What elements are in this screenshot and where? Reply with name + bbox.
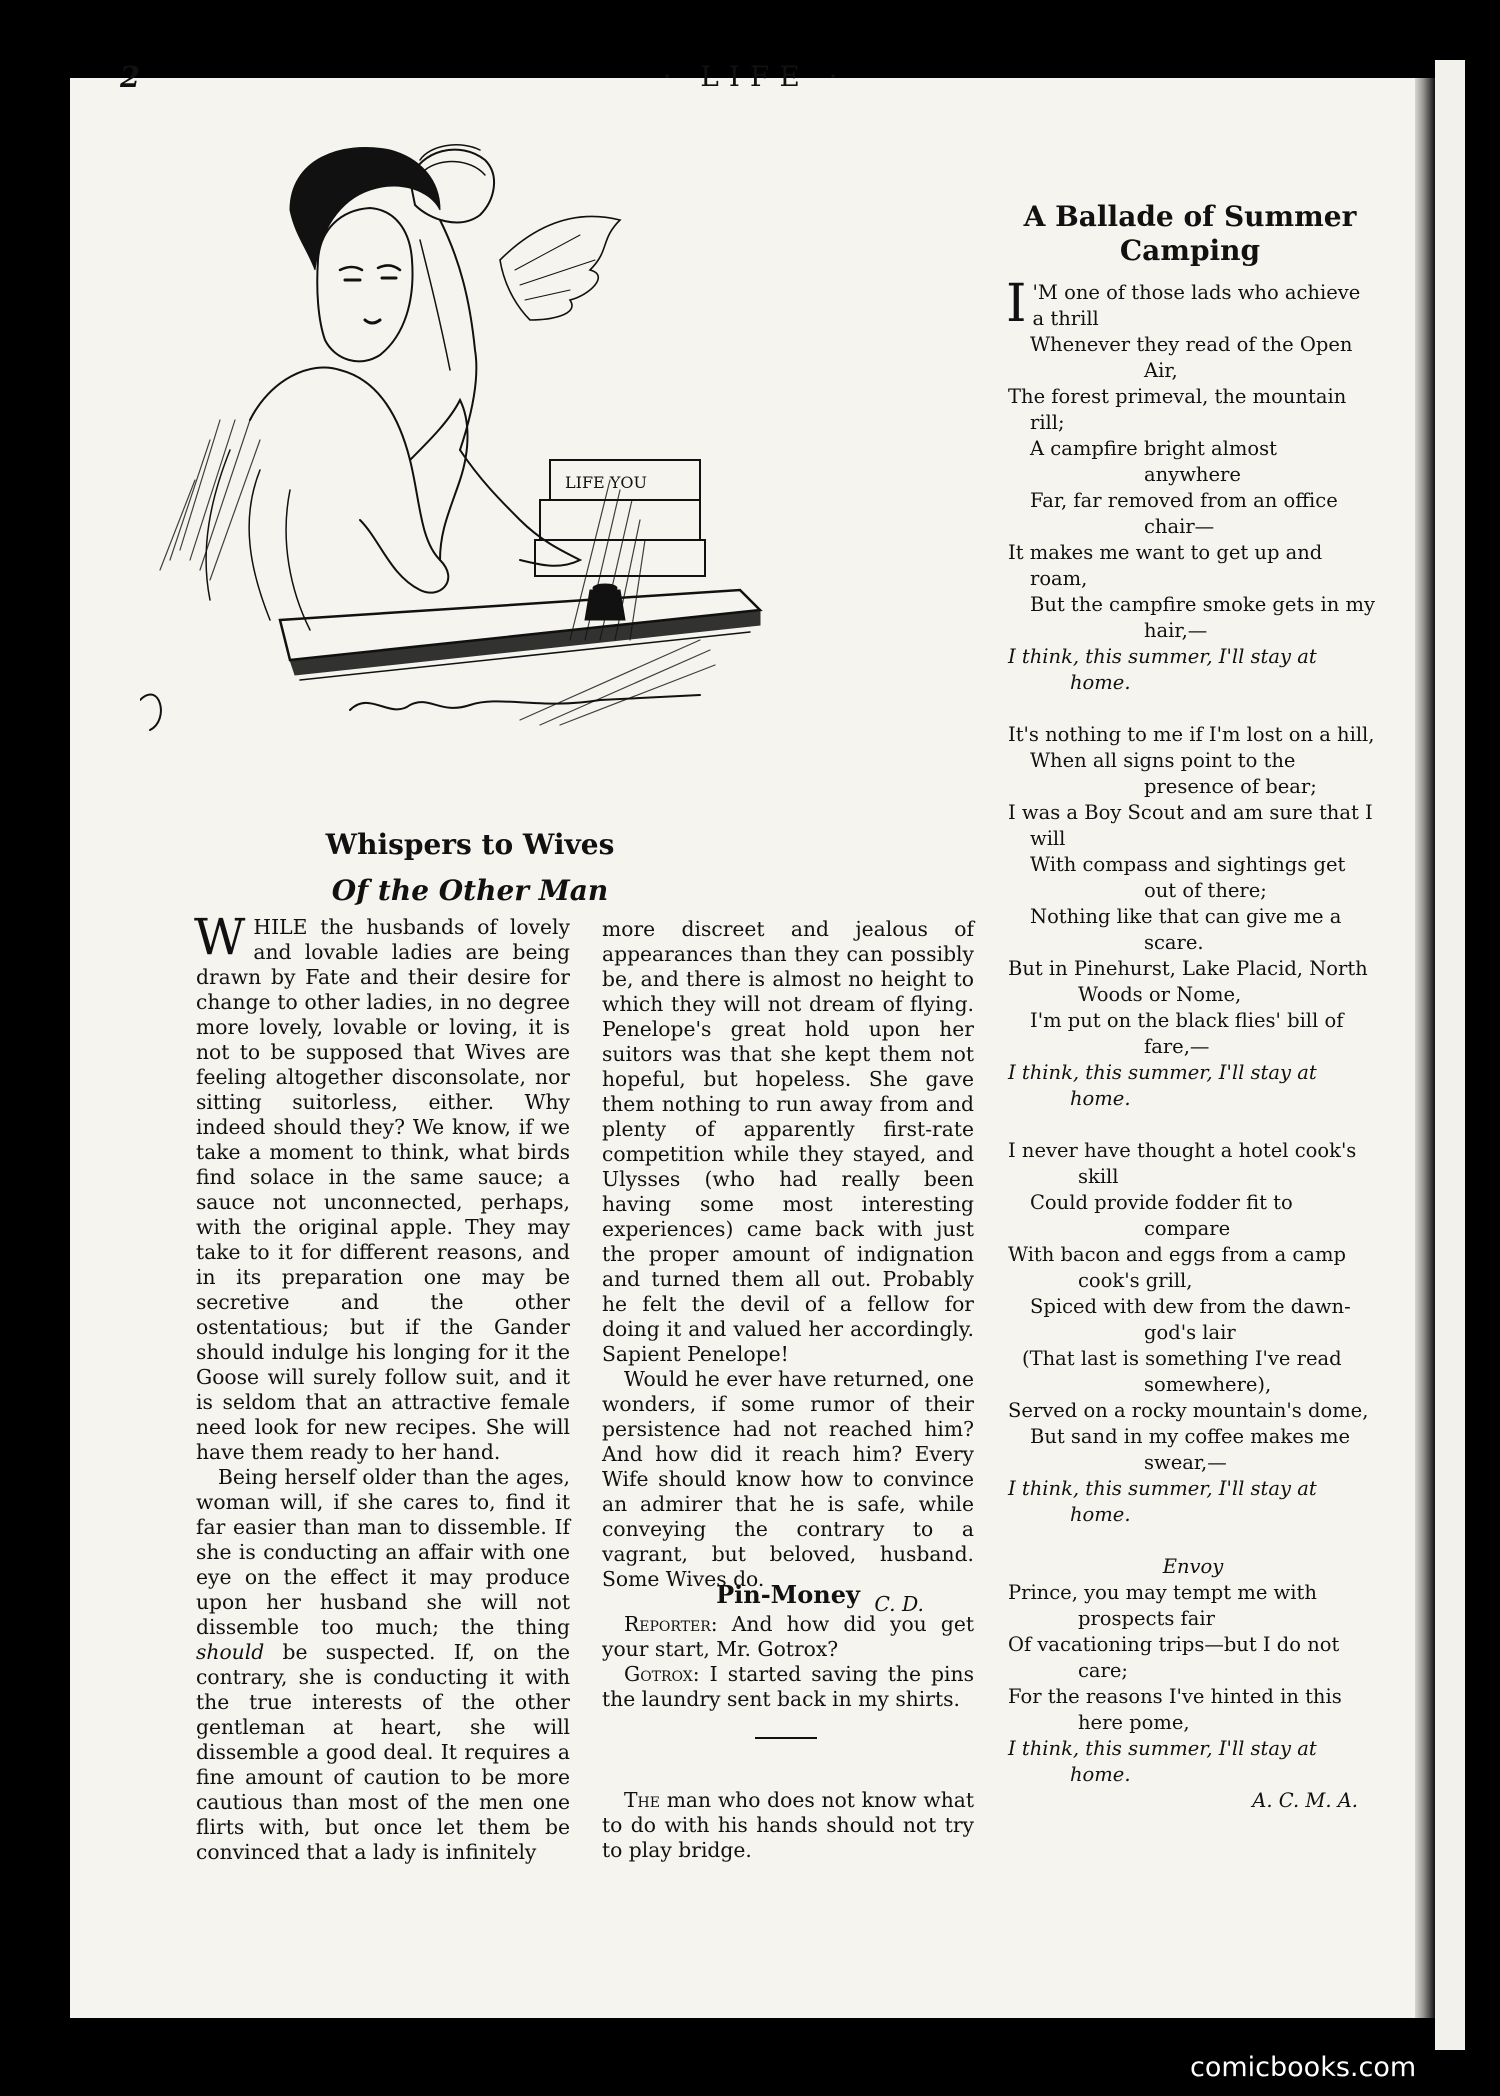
poem-line: With compass and sightings get out of there; xyxy=(1030,853,1346,902)
poem-first-line: I 'M one of those lads who achieve a thrill xyxy=(1006,274,1361,334)
poem-line: Of vacationing trips—but I do not care; xyxy=(1008,1633,1340,1682)
pin-money-body xyxy=(602,1612,974,1712)
poem-line: But the campfire smoke gets in my hair,— xyxy=(1030,593,1376,642)
section-divider xyxy=(755,1737,817,1739)
poem-line: The forest primeval, the mountain rill; xyxy=(1008,385,1347,434)
poem-refrain: I think, this summer, I'll stay at home. xyxy=(1008,1477,1317,1526)
article-paragraph-4: Would he ever have returned, one wonders, if some rumor of their persistence had not reached him? And how did it reach him? Every Wife should know how to convince an admirer that he is safe, while conveying the contrary to a vagrant, but beloved, husband. Some Wives do. xyxy=(602,1367,974,1591)
poem-stanza-2 xyxy=(1008,722,1378,1112)
article-title: Whispers to Wives xyxy=(325,828,615,861)
magazine-title: · LIFE · xyxy=(662,60,848,93)
poem-stanza-1 xyxy=(1006,274,1378,696)
poem-line: I was a Boy Scout and am sure that I will xyxy=(1008,801,1373,850)
poem-line: I'm put on the black flies' bill of fare,— xyxy=(1030,1009,1344,1058)
poem-drop-cap: I xyxy=(1006,274,1027,334)
poem-line: When all signs point to the presence of bear; xyxy=(1030,749,1317,798)
poem-line: It makes me want to get up and roam, xyxy=(1008,541,1323,590)
article-subtitle: Of the Other Man xyxy=(331,874,609,907)
article-signature: C. D. xyxy=(874,1592,924,1616)
page-edge-shadow xyxy=(1415,78,1435,2018)
illustration-woman-and-cupid xyxy=(140,120,800,820)
poem-refrain: I think, this summer, I'll stay at home. xyxy=(1008,1061,1317,1110)
poem-line: It's nothing to me if I'm lost on a hill, xyxy=(1008,723,1375,746)
page-number: 2 xyxy=(120,60,141,94)
poem-line: For the reasons I've hinted in this here pome, xyxy=(1008,1685,1342,1734)
envoy-heading: Envoy xyxy=(1162,1555,1224,1578)
poem-line: Whenever they read of the Open Air, xyxy=(1030,333,1353,382)
article-paragraph-2: Being herself older than the ages, woman will, if she cares to, find it far easier than man to dissemble. If she is conducting an affair with one eye on the effect it may produce upon her husband she will not dissemble too much; the thing should be suspected. If, on the contrary, she is conducting it with the true interests of the other gentleman at heart, she will dissemble a good deal. It requires a fine amount of caution to be more cautious than most of the men one flirts with, but once let them be convinced that a lady is infinitely xyxy=(196,1465,570,1864)
book-label: LIFE YOU xyxy=(565,473,647,492)
poem-line: I never have thought a hotel cook's skill xyxy=(1008,1139,1357,1188)
poem-line: But in Pinehurst, Lake Placid, North Woods or Nome, xyxy=(1008,957,1368,1006)
poem-line: Could provide fodder fit to compare xyxy=(1030,1191,1293,1240)
poem-line: Nothing like that can give me a scare. xyxy=(1030,905,1342,954)
article-paragraph-3: more discreet and jealous of appearances than they can possibly be, and there is almost no height to which they will not dream of flying. Penelope's great hold upon her suitors was that she kept them not hopeful, but hopeless. She gave them nothing to run away from and plenty of apparently first-rate competition while they stayed, and Ulysses (who had really been having some most interesting experiences) came back with just the proper amount of indignation and turned them all out. Probably he felt the devil of a fellow for doing it and valued her accordingly. Sapient Penelope! xyxy=(602,917,974,1366)
poem-line: Far, far removed from an office chair— xyxy=(1030,489,1338,538)
poem-line: (That last is something I've read somewhere), xyxy=(1022,1347,1342,1396)
poem-signature: A. C. M. A. xyxy=(1252,1789,1358,1812)
drop-cap: W xyxy=(194,908,246,966)
poem-line: Spiced with dew from the dawn-god's lair xyxy=(1030,1295,1351,1344)
poem-envoy xyxy=(1008,1580,1378,1788)
poem-line: A campfire bright almost anywhere xyxy=(1030,437,1277,486)
article-paragraph-1: WHILE the husbands of lovely and lovable ladies are being drawn by Fate and their desire for change to other ladies, in no degree more lovely, lovable or loving, it is not to be supposed that Wives are feeling altogether disconsolate, nor sitting suitorless, either. Why indeed should they? We know, if we take a moment to think, what birds find solace in the same sauce; a sauce not unconnected, perhaps, with the original apple. They may take to it for different reasons, and in its preparation one may be secretive and the other ostentatious; but if the Gander should indulge his longing for it the Goose will surely follow suit, and it is seldom that an attractive female need look for new recipes. She will have them ready to her hand. xyxy=(194,908,570,1464)
poem-stanza-3 xyxy=(1008,1138,1378,1528)
poem-line: Prince, you may tempt me with prospects fair xyxy=(1008,1581,1317,1630)
poem-line: With bacon and eggs from a camp cook's grill, xyxy=(1008,1243,1346,1292)
article-column-2 xyxy=(602,917,974,1617)
bridge-joke: The man who does not know what to do with his hands should not try to play bridge. xyxy=(602,1788,974,1862)
poem-line: Served on a rocky mountain's dome, xyxy=(1008,1399,1369,1422)
article-column-1 xyxy=(194,908,570,1865)
source-watermark: comicbooks.com xyxy=(1190,2052,1417,2083)
poem-refrain: I think, this summer, I'll stay at home. xyxy=(1008,1737,1317,1786)
poem-title: A Ballade of Summer Camping xyxy=(1023,200,1357,267)
reporter-line: Reporter: And how did you get your start, Mr. Gotrox? xyxy=(602,1612,974,1661)
poem-body xyxy=(1006,274,1378,1814)
poem-line: But sand in my coffee makes me swear,— xyxy=(1030,1425,1350,1474)
poem-refrain: I think, this summer, I'll stay at home. xyxy=(1008,645,1317,694)
gotrox-line: Gotrox: I started saving the pins the laundry sent back in my shirts. xyxy=(602,1662,974,1711)
pin-money-title: Pin-Money xyxy=(716,1580,860,1609)
next-page-edge xyxy=(1435,60,1465,2050)
